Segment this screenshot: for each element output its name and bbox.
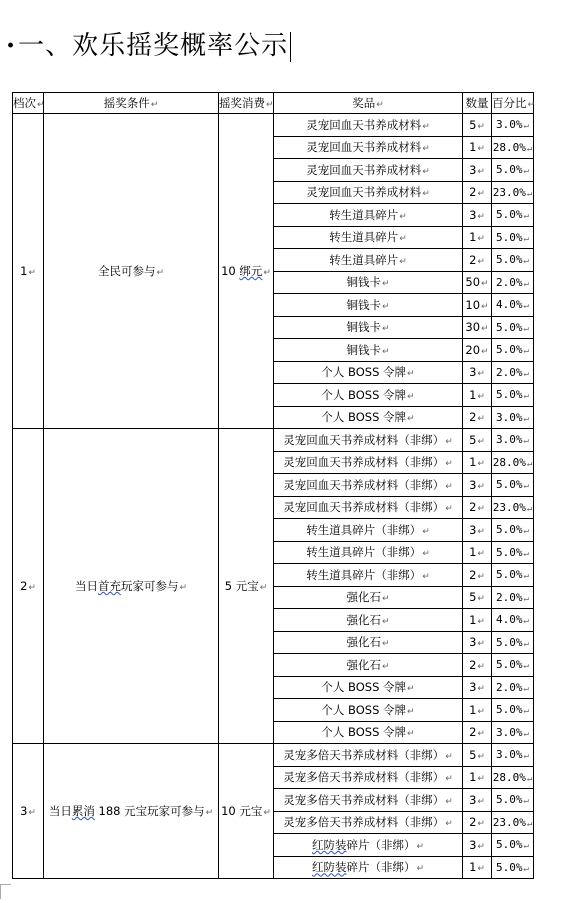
probability-table — [12, 92, 534, 879]
prize-cell: 个人 BOSS 令牌↵ — [274, 406, 463, 429]
percentage-cell: 5.0%↵ — [492, 834, 534, 857]
quantity-cell: 1↵ — [463, 766, 492, 789]
prize-cell: 强化石↵ — [274, 609, 463, 632]
tier-condition-cell: 全民可参与↵ — [44, 114, 219, 429]
quantity-cell: 2↵ — [463, 721, 492, 744]
page-corner-mark — [0, 884, 11, 899]
quantity-cell: 2↵ — [463, 181, 492, 204]
header-level: 档次↵ — [13, 93, 44, 114]
percentage-cell: 5.0%↵ — [492, 654, 534, 677]
percentage-cell: 2.0%↵ — [492, 271, 534, 294]
prize-cell: 红防装碎片（非绑）↵ — [274, 856, 463, 879]
tier-cost-cell: 5 元宝↵ — [219, 429, 274, 744]
prize-cell: 个人 BOSS 令牌↵ — [274, 676, 463, 699]
header-prize: 奖品↵ — [274, 93, 463, 114]
tier-cost-cell: 10 绑元↵ — [219, 114, 274, 429]
prize-cell: 灵宠回血天书养成材料（非绑）↵ — [274, 451, 463, 474]
percentage-cell: 28.0%↵ — [492, 451, 534, 474]
percentage-cell: 4.0%↵ — [492, 294, 534, 317]
quantity-cell: 3↵ — [463, 676, 492, 699]
prize-cell: 转生道具碎片↵ — [274, 249, 463, 272]
heading-bullet: · — [6, 31, 17, 61]
quantity-cell: 5↵ — [463, 744, 492, 767]
percentage-cell: 23.0%↵ — [492, 496, 534, 519]
prize-cell: 灵宠多倍天书养成材料（非绑）↵ — [274, 811, 463, 834]
text-cursor — [290, 32, 291, 62]
percentage-cell: 3.0%↵ — [492, 429, 534, 452]
percentage-cell: 23.0%↵ — [492, 181, 534, 204]
prize-cell: 灵宠回血天书养成材料↵ — [274, 114, 463, 137]
quantity-cell: 3↵ — [463, 474, 492, 497]
tier-cost-text: 10 绑元 — [221, 264, 263, 278]
quantity-cell: 1↵ — [463, 699, 492, 722]
tier-cost-cell: 10 元宝↵ — [219, 744, 274, 879]
quantity-cell: 3↵ — [463, 159, 492, 182]
prize-cell: 灵宠回血天书养成材料（非绑）↵ — [274, 429, 463, 452]
prize-cell: 个人 BOSS 令牌↵ — [274, 721, 463, 744]
prize-cell: 转生道具碎片（非绑）↵ — [274, 541, 463, 564]
prize-cell: 灵宠回血天书养成材料（非绑）↵ — [274, 474, 463, 497]
quantity-cell: 1↵ — [463, 541, 492, 564]
percentage-cell: 5.0%↵ — [492, 564, 534, 587]
percentage-cell: 5.0%↵ — [492, 474, 534, 497]
prize-cell: 强化石↵ — [274, 654, 463, 677]
prize-cell: 转生道具碎片↵ — [274, 204, 463, 227]
quantity-cell: 1↵ — [463, 226, 492, 249]
table-row — [13, 429, 534, 452]
quantity-cell: 50↵ — [463, 271, 492, 294]
quantity-cell: 2↵ — [463, 564, 492, 587]
tier-condition-cell: 当日累消 188 元宝玩家可参与↵ — [44, 744, 219, 879]
quantity-cell: 30↵ — [463, 316, 492, 339]
quantity-cell: 2↵ — [463, 406, 492, 429]
header-cost: 摇奖消费↵ — [219, 93, 274, 114]
prize-cell: 灵宠多倍天书养成材料（非绑）↵ — [274, 744, 463, 767]
prize-cell: 灵宠回血天书养成材料↵ — [274, 136, 463, 159]
tier-cost-text: 5 元宝 — [224, 579, 259, 593]
prize-cell: 转生道具碎片↵ — [274, 226, 463, 249]
prize-cell: 灵宠多倍天书养成材料（非绑）↵ — [274, 766, 463, 789]
percentage-cell: 3.0%↵ — [492, 721, 534, 744]
percentage-cell: 28.0%↵ — [492, 766, 534, 789]
tier-level-cell: 3↵ — [13, 744, 44, 879]
percentage-cell: 5.0%↵ — [492, 339, 534, 362]
tier-level-cell: 1↵ — [13, 114, 44, 429]
quantity-cell: 3↵ — [463, 834, 492, 857]
quantity-cell: 3↵ — [463, 631, 492, 654]
prize-cell: 个人 BOSS 令牌↵ — [274, 384, 463, 407]
tier-level-cell: 2↵ — [13, 429, 44, 744]
percentage-cell: 3.0%↵ — [492, 744, 534, 767]
prize-cell: 个人 BOSS 令牌↵ — [274, 361, 463, 384]
table-row — [13, 114, 534, 137]
prize-cell: 灵宠回血天书养成材料（非绑）↵ — [274, 496, 463, 519]
tier-cost-text: 10 元宝 — [221, 804, 263, 818]
quantity-cell: 1↵ — [463, 856, 492, 879]
heading-text: 一、欢乐摇奖概率公示 — [18, 31, 289, 61]
prize-cell: 强化石↵ — [274, 631, 463, 654]
quantity-cell: 1↵ — [463, 451, 492, 474]
section-heading — [6, 26, 291, 66]
percentage-cell: 2.0%↵ — [492, 586, 534, 609]
tier-condition-text: 当日首充玩家可参与 — [74, 579, 179, 593]
quantity-cell: 5↵ — [463, 114, 492, 137]
prize-cell: 铜钱卡↵ — [274, 271, 463, 294]
percentage-cell: 5.0%↵ — [492, 519, 534, 542]
percentage-cell: 5.0%↵ — [492, 249, 534, 272]
percentage-cell: 5.0%↵ — [492, 699, 534, 722]
percentage-cell: 28.0%↵ — [492, 136, 534, 159]
quantity-cell: 2↵ — [463, 811, 492, 834]
tier-condition-text: 当日累消 188 元宝玩家可参与 — [48, 804, 205, 818]
quantity-cell: 3↵ — [463, 519, 492, 542]
quantity-cell: 3↵ — [463, 789, 492, 812]
quantity-cell: 2↵ — [463, 654, 492, 677]
percentage-cell: 5.0%↵ — [492, 541, 534, 564]
prize-cell: 强化石↵ — [274, 586, 463, 609]
prize-cell: 铜钱卡↵ — [274, 339, 463, 362]
prize-cell: 个人 BOSS 令牌↵ — [274, 699, 463, 722]
percentage-cell: 5.0%↵ — [492, 204, 534, 227]
header-percentage: 百分比↵ — [492, 93, 534, 114]
prize-cell: 转生道具碎片（非绑）↵ — [274, 564, 463, 587]
quantity-cell: 5↵ — [463, 586, 492, 609]
quantity-cell: 3↵ — [463, 204, 492, 227]
percentage-cell: 23.0%↵ — [492, 811, 534, 834]
percentage-cell: 3.0%↵ — [492, 406, 534, 429]
percentage-cell: 4.0%↵ — [492, 609, 534, 632]
percentage-cell: 3.0%↵ — [492, 114, 534, 137]
quantity-cell: 20↵ — [463, 339, 492, 362]
quantity-cell: 10↵ — [463, 294, 492, 317]
header-quantity: 数量 — [463, 93, 492, 114]
table-body — [13, 114, 534, 879]
quantity-cell: 5↵ — [463, 429, 492, 452]
percentage-cell: 5.0%↵ — [492, 159, 534, 182]
quantity-cell: 3↵ — [463, 361, 492, 384]
prize-cell: 铜钱卡↵ — [274, 316, 463, 339]
prize-cell: 转生道具碎片（非绑）↵ — [274, 519, 463, 542]
quantity-cell: 2↵ — [463, 496, 492, 519]
quantity-cell: 1↵ — [463, 609, 492, 632]
percentage-cell: 5.0%↵ — [492, 631, 534, 654]
percentage-cell: 5.0%↵ — [492, 226, 534, 249]
percentage-cell: 5.0%↵ — [492, 856, 534, 879]
quantity-cell: 2↵ — [463, 249, 492, 272]
header-condition: 摇奖条件↵ — [44, 93, 219, 114]
quantity-cell: 1↵ — [463, 384, 492, 407]
percentage-cell: 5.0%↵ — [492, 384, 534, 407]
percentage-cell: 5.0%↵ — [492, 789, 534, 812]
tier-condition-text: 全民可参与 — [97, 264, 156, 278]
prize-cell: 灵宠回血天书养成材料↵ — [274, 159, 463, 182]
percentage-cell: 5.0%↵ — [492, 316, 534, 339]
table-header-row — [13, 93, 534, 114]
percentage-cell: 2.0%↵ — [492, 361, 534, 384]
prize-cell: 红防装碎片（非绑）↵ — [274, 834, 463, 857]
prize-cell: 灵宠回血天书养成材料↵ — [274, 181, 463, 204]
table-row — [13, 744, 534, 767]
prize-cell: 灵宠多倍天书养成材料（非绑）↵ — [274, 789, 463, 812]
tier-condition-cell: 当日首充玩家可参与↵ — [44, 429, 219, 744]
quantity-cell: 1↵ — [463, 136, 492, 159]
percentage-cell: 2.0%↵ — [492, 676, 534, 699]
prize-cell: 铜钱卡↵ — [274, 294, 463, 317]
